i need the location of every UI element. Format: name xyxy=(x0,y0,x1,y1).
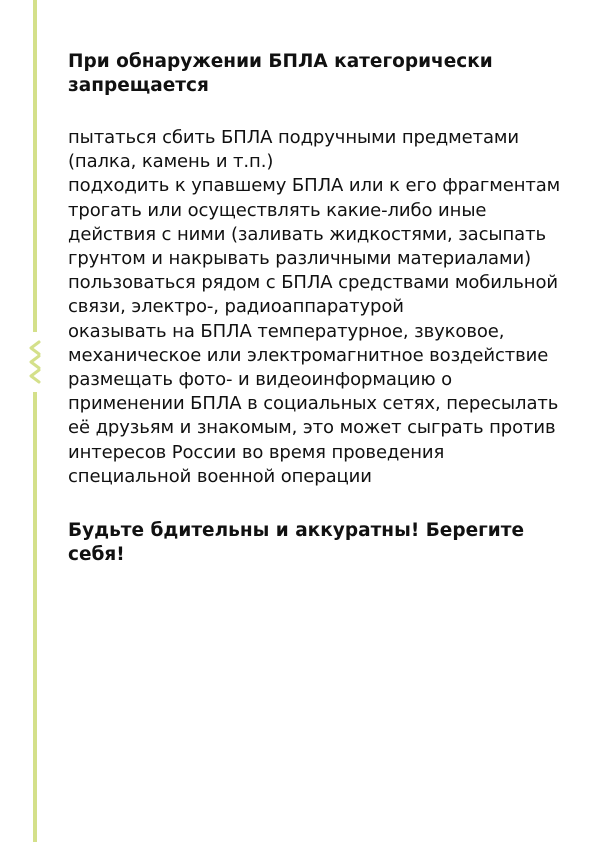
accent-line-top xyxy=(33,0,37,332)
footer-warning: Будьте бдительны и аккуратны! Берегите себя! xyxy=(68,520,525,566)
list-item: оказывать на БПЛА температурное, звуковое, механическое или электромагнитное воздействие xyxy=(68,320,549,366)
chevron-decoration-icon xyxy=(25,340,47,386)
list-item: размещать фото- и видеоинформацию о применении БПЛА в социальных сетях, пересылать её друзьям и знакомым, это может сыграть против интересов России во время проведения специальной военной операции xyxy=(68,369,559,487)
accent-line-bottom xyxy=(33,392,37,842)
document-content xyxy=(68,50,573,567)
list-item: подходить к упавшему БПЛА или к его фрагментам xyxy=(68,175,561,197)
prohibitions-list xyxy=(68,126,573,489)
list-item: трогать или осуществлять какие-либо иные действия с ними (заливать жидкостями, засыпать грунтом и накрывать различными материалами) xyxy=(68,199,546,270)
list-item: пытаться сбить БПЛА подручными предметами (палка, камень и т.п.) xyxy=(68,127,519,173)
list-item: пользоваться рядом с БПЛА средствами мобильной связи, электро-, радиоаппаратурой xyxy=(68,272,558,318)
document-heading: При обнаружении БПЛА категорически запрещается xyxy=(68,51,493,96)
